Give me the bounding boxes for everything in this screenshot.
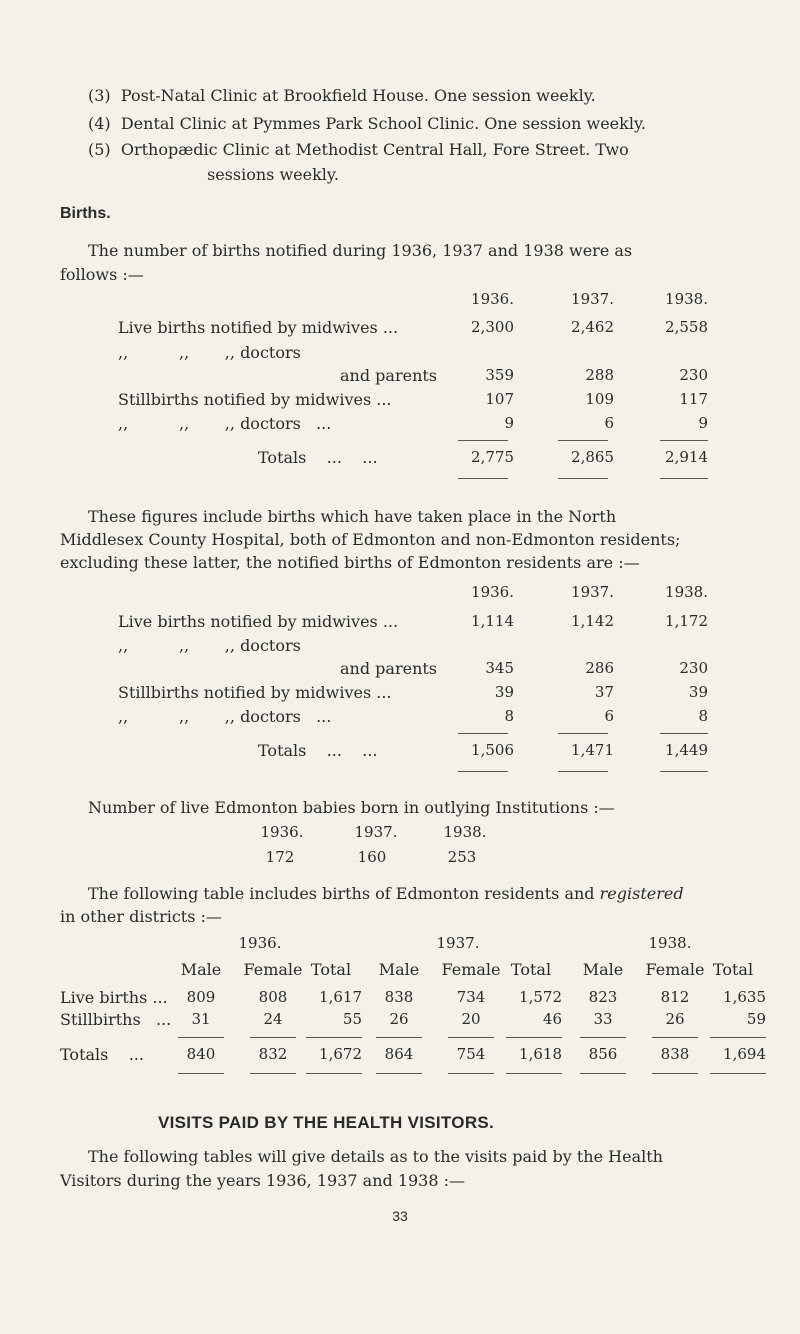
row-label: Live births notified by midwives ... — [118, 612, 399, 631]
table-cell: 808 — [258, 988, 288, 1006]
table-cell: 838 — [384, 988, 414, 1006]
table-cell: 24 — [263, 1010, 283, 1028]
births-intro-line2: follows :— — [60, 265, 144, 284]
outlying-label: Number of live Edmonton babies born in outlying Institutions :— — [88, 798, 615, 817]
divider — [660, 771, 708, 772]
year-header: 1937. — [436, 934, 480, 952]
page-number: 33 — [392, 1208, 408, 1224]
clinic-text-continued: sessions weekly. — [207, 165, 339, 184]
table-cell: 9 — [504, 414, 514, 432]
table-cell: 6 — [604, 414, 614, 432]
divider — [506, 1037, 562, 1038]
subheader-male: Male — [180, 960, 222, 979]
table-cell: 2,558 — [665, 318, 708, 336]
totals-label: Totals ... — [60, 1045, 144, 1064]
total-cell: 1,694 — [723, 1045, 766, 1063]
clinic-item-5 — [88, 140, 629, 159]
outlying-year: 1936. — [260, 823, 304, 841]
table-cell: 230 — [679, 366, 708, 384]
divider — [178, 1037, 224, 1038]
subheader-total: Total — [510, 960, 552, 979]
total-cell: 2,775 — [471, 448, 514, 466]
table-cell: 1,572 — [519, 988, 562, 1006]
clinic-text: Post-Natal Clinic at Brookfield House. One session weekly. — [120, 86, 596, 105]
table-cell: 823 — [588, 988, 618, 1006]
table-cell: 359 — [485, 366, 514, 384]
clinic-text: Dental Clinic at Pymmes Park School Clinic. One session weekly. — [120, 114, 646, 133]
subheader-female: Female — [645, 960, 705, 979]
table-cell: 812 — [660, 988, 690, 1006]
registered-intro-line1 — [88, 884, 684, 903]
table-cell: 33 — [593, 1010, 613, 1028]
row-label: ,, ,, ,, doctors — [118, 343, 301, 362]
table-cell: 288 — [585, 366, 614, 384]
divider — [458, 478, 508, 479]
row-label: Live births notified by midwives ... — [118, 318, 399, 337]
table-cell: 55 — [342, 1010, 362, 1028]
registered-intro-line2: in other districts :— — [60, 907, 222, 926]
table-cell: 230 — [679, 659, 708, 677]
outlying-value: 172 — [265, 848, 295, 866]
section-heading-births: Births. — [60, 205, 111, 222]
divider — [558, 440, 608, 441]
clinic-number: (4) — [88, 114, 111, 133]
divider — [376, 1073, 422, 1074]
divider — [660, 440, 708, 441]
divider — [250, 1037, 296, 1038]
totals-label: Totals ... ... — [258, 741, 378, 760]
clinic-item-4 — [88, 114, 646, 133]
divider — [306, 1073, 362, 1074]
table-cell: 1,617 — [319, 988, 362, 1006]
row-label: Stillbirths notified by midwives ... — [118, 683, 392, 702]
divider — [306, 1037, 362, 1038]
table-cell: 9 — [698, 414, 708, 432]
total-cell: 840 — [186, 1045, 216, 1063]
year-header: 1937. — [571, 290, 614, 308]
outlying-value: 160 — [357, 848, 387, 866]
table-cell: 809 — [186, 988, 216, 1006]
year-header: 1938. — [648, 934, 692, 952]
table-cell: 1,142 — [571, 612, 614, 630]
table-cell: 734 — [456, 988, 486, 1006]
total-cell: 1,449 — [665, 741, 708, 759]
total-cell: 838 — [660, 1045, 690, 1063]
row-label: ,, ,, ,, doctors — [118, 636, 301, 655]
row-label: Stillbirths notified by midwives ... — [118, 390, 392, 409]
row-label: ,, ,, ,, doctors ... — [118, 707, 332, 726]
total-cell: 1,506 — [471, 741, 514, 759]
divider — [376, 1037, 422, 1038]
table-cell: 8 — [504, 707, 514, 725]
divider — [458, 733, 508, 734]
table-cell: 1,114 — [471, 612, 514, 630]
table-cell: 2,300 — [471, 318, 514, 336]
clinic-text: Orthopædic Clinic at Methodist Central Hall, Fore Street. Two — [120, 140, 629, 159]
divider — [250, 1073, 296, 1074]
table-cell: 26 — [389, 1010, 409, 1028]
table-cell: 117 — [679, 390, 708, 408]
table-cell: 6 — [604, 707, 614, 725]
year-header: 1936. — [471, 583, 514, 601]
subheader-male: Male — [378, 960, 420, 979]
divider — [506, 1073, 562, 1074]
year-header: 1936. — [471, 290, 514, 308]
divider — [458, 771, 508, 772]
divider — [580, 1037, 626, 1038]
births-note-line3: excluding these latter, the notified births of Edmonton residents are :— — [60, 553, 640, 572]
divider — [652, 1073, 698, 1074]
total-cell: 864 — [384, 1045, 414, 1063]
table-cell: 31 — [191, 1010, 211, 1028]
outlying-year: 1938. — [443, 823, 487, 841]
visits-intro-line1: The following tables will give details as to the visits paid by the Health — [88, 1147, 663, 1166]
total-cell: 1,471 — [571, 741, 614, 759]
total-cell: 856 — [588, 1045, 618, 1063]
visits-intro-line2: Visitors during the years 1936, 1937 and 1938 :— — [60, 1171, 466, 1190]
divider — [558, 771, 608, 772]
outlying-value: 253 — [447, 848, 477, 866]
table-cell: 39 — [494, 683, 514, 701]
clinic-number: (3) — [88, 86, 111, 105]
table-cell: 37 — [594, 683, 614, 701]
births-note-line1: These figures include births which have taken place in the North — [88, 507, 617, 526]
totals-label: Totals ... ... — [258, 448, 378, 467]
table-cell: 109 — [585, 390, 614, 408]
year-header: 1936. — [238, 934, 282, 952]
table-cell: 1,172 — [665, 612, 708, 630]
total-cell: 1,618 — [519, 1045, 562, 1063]
births-note-line2: Middlesex County Hospital, both of Edmonton and non-Edmonton residents; — [60, 530, 681, 549]
divider — [710, 1073, 766, 1074]
divider — [458, 440, 508, 441]
table-cell: 2,462 — [571, 318, 614, 336]
row-label: Live births ... — [60, 988, 168, 1007]
section-heading-visits: VISITS PAID BY THE HEALTH VISITORS. — [158, 1113, 495, 1132]
table-cell: 20 — [461, 1010, 481, 1028]
divider — [580, 1073, 626, 1074]
clinic-item-3 — [88, 86, 596, 105]
table-cell: 345 — [485, 659, 514, 677]
table-cell: 286 — [585, 659, 614, 677]
total-cell: 832 — [258, 1045, 288, 1063]
year-header: 1938. — [665, 583, 708, 601]
divider — [448, 1073, 494, 1074]
clinic-number: (5) — [88, 140, 111, 159]
subheader-female: Female — [243, 960, 303, 979]
subheader-total: Total — [712, 960, 754, 979]
subheader-female: Female — [441, 960, 501, 979]
table-cell: 107 — [485, 390, 514, 408]
divider — [660, 478, 708, 479]
year-header: 1938. — [665, 290, 708, 308]
total-cell: 2,865 — [571, 448, 614, 466]
table-cell: 8 — [698, 707, 708, 725]
table-cell: 46 — [542, 1010, 562, 1028]
divider — [558, 478, 608, 479]
row-label-cont: and parents — [340, 366, 438, 385]
row-label: ,, ,, ,, doctors ... — [118, 414, 332, 433]
divider — [448, 1037, 494, 1038]
divider — [178, 1073, 224, 1074]
total-cell: 2,914 — [665, 448, 708, 466]
outlying-year: 1937. — [354, 823, 398, 841]
registered-intro-text: The following table includes births of Edmonton residents and — [88, 884, 600, 903]
table-cell: 1,635 — [723, 988, 766, 1006]
registered-intro-italic: registered — [599, 884, 684, 903]
row-label: Stillbirths ... — [60, 1010, 172, 1029]
subheader-male: Male — [582, 960, 624, 979]
row-label-cont: and parents — [340, 659, 438, 678]
divider — [660, 733, 708, 734]
table-cell: 59 — [746, 1010, 766, 1028]
divider — [558, 733, 608, 734]
total-cell: 754 — [456, 1045, 486, 1063]
total-cell: 1,672 — [319, 1045, 362, 1063]
table-cell: 26 — [665, 1010, 685, 1028]
divider — [652, 1037, 698, 1038]
subheader-total: Total — [310, 960, 352, 979]
year-header: 1937. — [571, 583, 614, 601]
divider — [710, 1037, 766, 1038]
births-intro-line1: The number of births notified during 1936, 1937 and 1938 were as — [88, 241, 633, 260]
table-cell: 39 — [688, 683, 708, 701]
